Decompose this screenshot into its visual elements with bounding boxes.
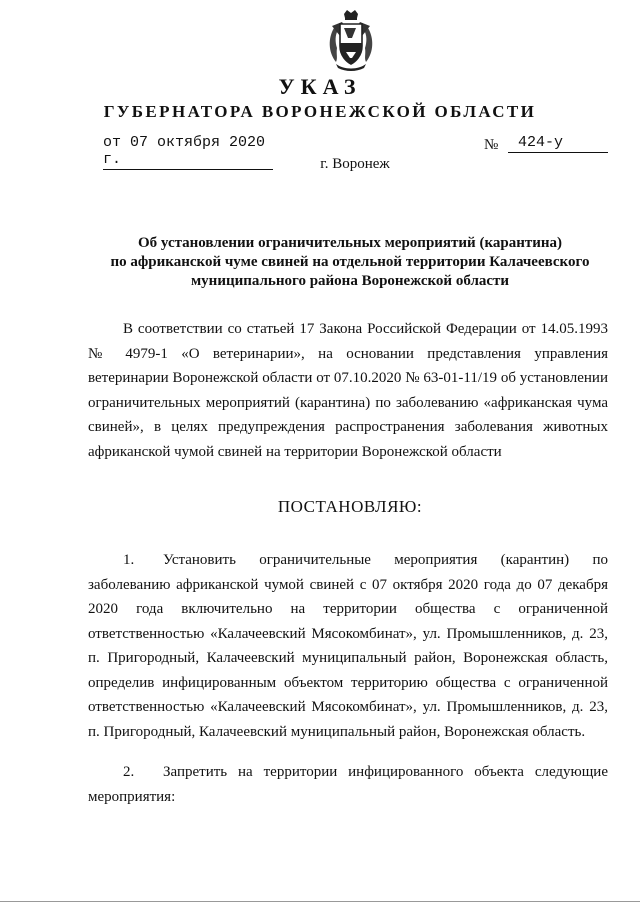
item-2 — [88, 760, 608, 809]
item-1 — [88, 548, 608, 744]
number-sign: № — [484, 137, 499, 153]
document-number: 424-у — [508, 134, 608, 153]
subject-line: по африканской чуме свиней на отдельной территории Калачеевского — [110, 254, 590, 270]
item-text: Запретить на территории инфицированного объекта следующие мероприятия: — [88, 764, 608, 805]
item-number: 2. — [123, 764, 135, 780]
decree-heading: ПОСТАНОВЛЯЮ: — [277, 497, 423, 516]
coat-of-arms-icon — [322, 8, 380, 74]
preamble-paragraph: В соответствии со статьей 17 Закона Российской Федерации от 14.05.1993 № 4979-1 «О ветеринарии», на основании представления управления ветеринарии Воронежской области от 07.10.2020 № 63-01-11/19 об установлении ограничительных мероприятий (карантина) по заболеванию «африканская чума свиней», в целях предупреждения распространения заболевания животных африканской чумой свиней на территории Воронежской области — [88, 321, 608, 460]
page-edge-line — [0, 901, 640, 902]
preamble-block — [88, 317, 608, 464]
item-text: Установить ограничительные мероприятия (карантин) по заболеванию африканской чумой свиней с 07 октября 2020 года до 07 декабря 2020 года включительно на территории общества с ограниченной ответственностью «Калачеевский Мясокомбинат», ул. Промышленников, д. 23, п. Пригородный, Калачеевский муниципальный район, Воронежская область, определив инфицированным объектом территорию общества с ограниченной ответственностью «Калачеевский Мясокомбинат», ул. Промышленников, д. 23, п. Пригородный, Калачеевский муниципальный район, Воронежская область. — [88, 552, 608, 740]
issuer-heading: ГУБЕРНАТОРА ВОРОНЕЖСКОЙ ОБЛАСТИ — [103, 102, 537, 121]
document-date: от 07 октября 2020 г. — [103, 134, 273, 170]
document-type-heading: УКАЗ — [278, 74, 362, 99]
subject-line: муниципального района Воронежской области — [190, 273, 510, 289]
document-subject — [90, 234, 610, 291]
item-number: 1. — [123, 552, 135, 568]
subject-line: Об установлении ограничительных мероприятий (карантина) — [137, 235, 562, 251]
document-city: г. Воронеж — [320, 156, 390, 172]
